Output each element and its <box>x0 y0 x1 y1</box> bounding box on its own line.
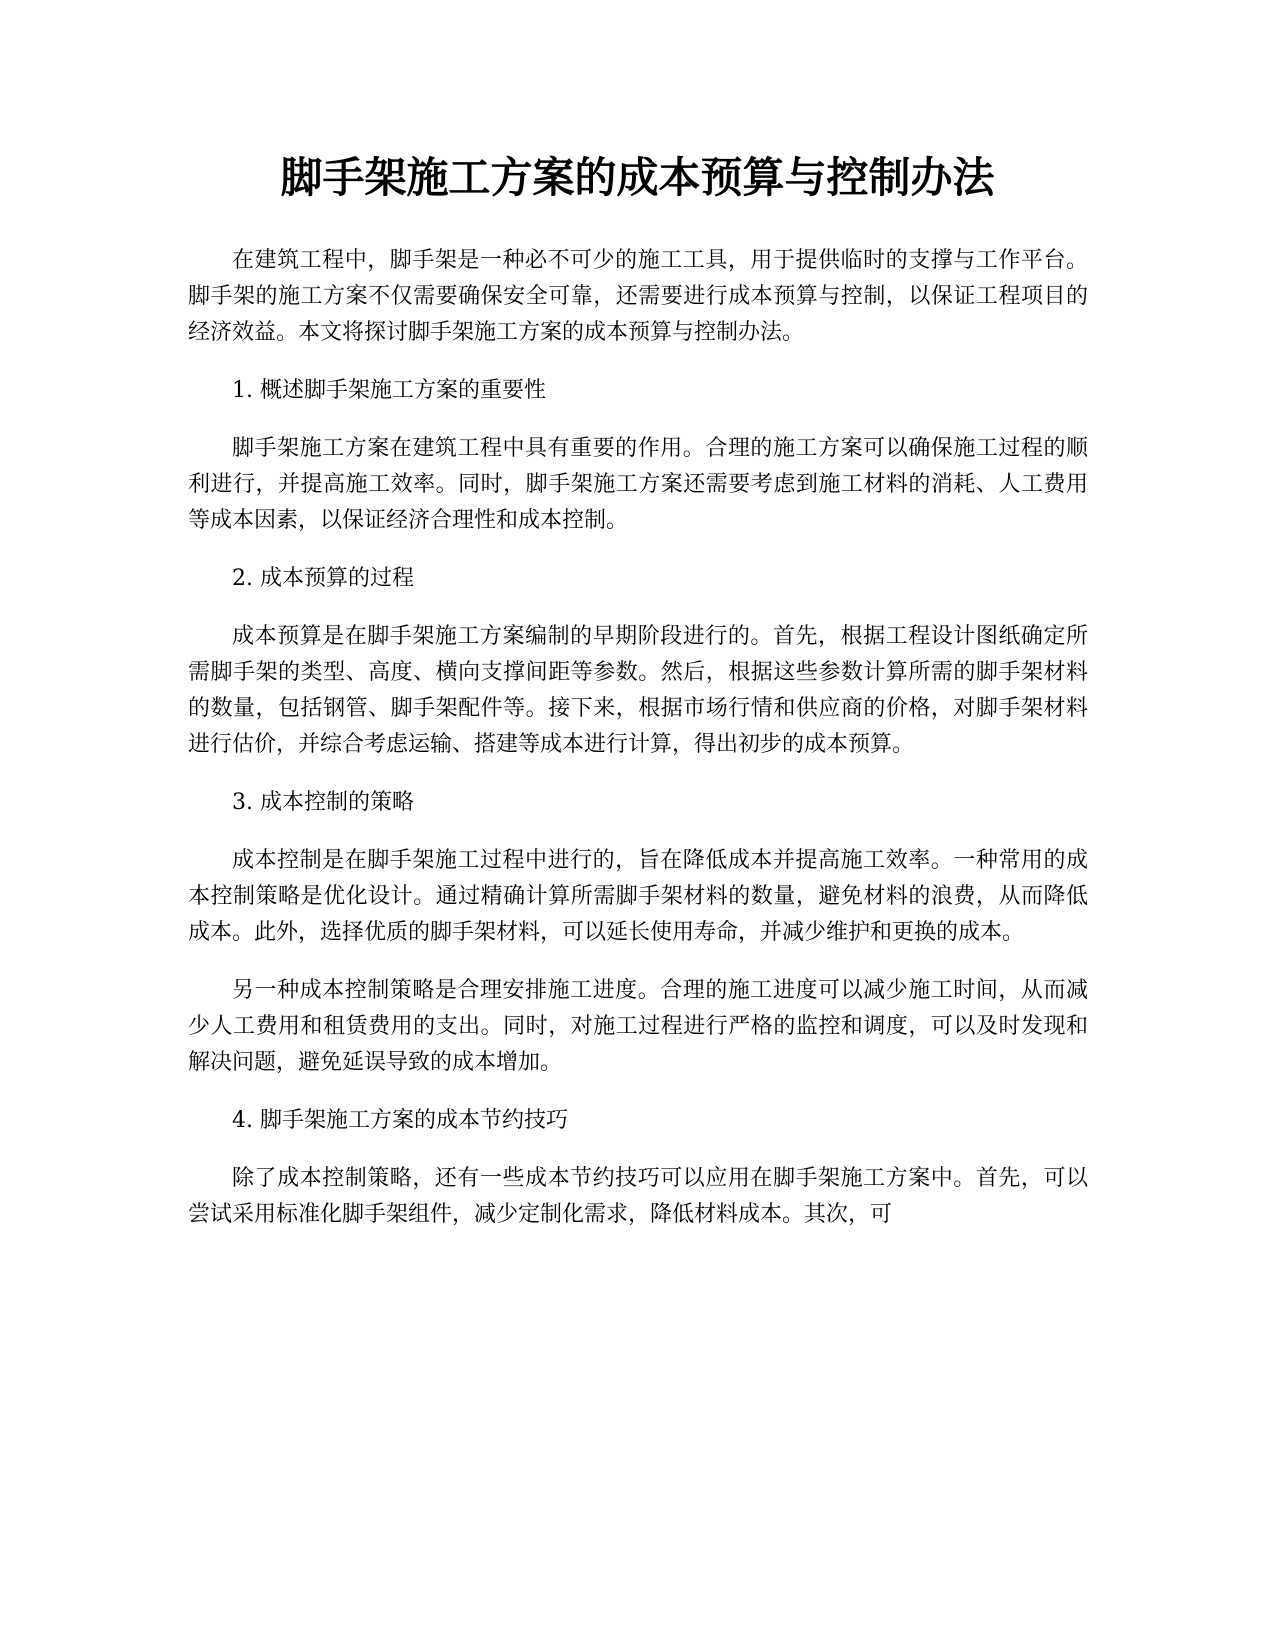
document-body <box>188 243 1088 1255</box>
intro-paragraph: 在建筑工程中，脚手架是一种必不可少的施工工具，用于提供临时的支撑与工作平台。脚手架的施工方案不仅需要确保安全可靠，还需要进行成本预算与控制，以保证工程项目的经济效益。本文将探讨脚手架施工方案的成本预算与控制办法。 <box>188 248 1088 345</box>
section-2-paragraph: 成本预算是在脚手架施工方案编制的早期阶段进行的。首先，根据工程设计图纸确定所需脚手架的类型、高度、横向支撑间距等参数。然后，根据这些参数计算所需的脚手架材料的数量，包括钢管、脚手架配件等。接下来，根据市场行情和供应商的价格，对脚手架材料进行估价，并综合考虑运输、搭建等成本进行计算，得出初步的成本预算。 <box>188 624 1088 757</box>
section-1-paragraph: 脚手架施工方案在建筑工程中具有重要的作用。合理的施工方案可以确保施工过程的顺利进行，并提高施工效率。同时，脚手架施工方案还需要考虑到施工材料的消耗、人工费用等成本因素，以保证经济合理性和成本控制。 <box>188 436 1088 533</box>
document-title: 脚手架施工方案的成本预算与控制办法 <box>280 153 995 202</box>
section-heading-1: 1. 概述脚手架施工方案的重要性 <box>232 378 546 403</box>
section-heading-4: 4. 脚手架施工方案的成本节约技巧 <box>232 1108 568 1133</box>
section-4-paragraph: 除了成本控制策略，还有一些成本节约技巧可以应用在脚手架施工方案中。首先，可以尝试采用标准化脚手架组件，减少定制化需求，降低材料成本。其次，可 <box>188 1166 1088 1227</box>
section-3-paragraph-2: 另一种成本控制策略是合理安排施工进度。合理的施工进度可以减少施工时间，从而减少人工费用和租赁费用的支出。同时，对施工过程进行严格的监控和调度，可以及时发现和解决问题，避免延误导致的成本增加。 <box>188 978 1088 1075</box>
section-heading-3: 3. 成本控制的策略 <box>232 790 414 815</box>
section-3-paragraph-1: 成本控制是在脚手架施工过程中进行的，旨在降低成本并提高施工效率。一种常用的成本控制策略是优化设计。通过精确计算所需脚手架材料的数量，避免材料的浪费，从而降低成本。此外，选择优质的脚手架材料，可以延长使用寿命，并减少维护和更换的成本。 <box>188 848 1088 945</box>
section-heading-2: 2. 成本预算的过程 <box>232 566 414 591</box>
